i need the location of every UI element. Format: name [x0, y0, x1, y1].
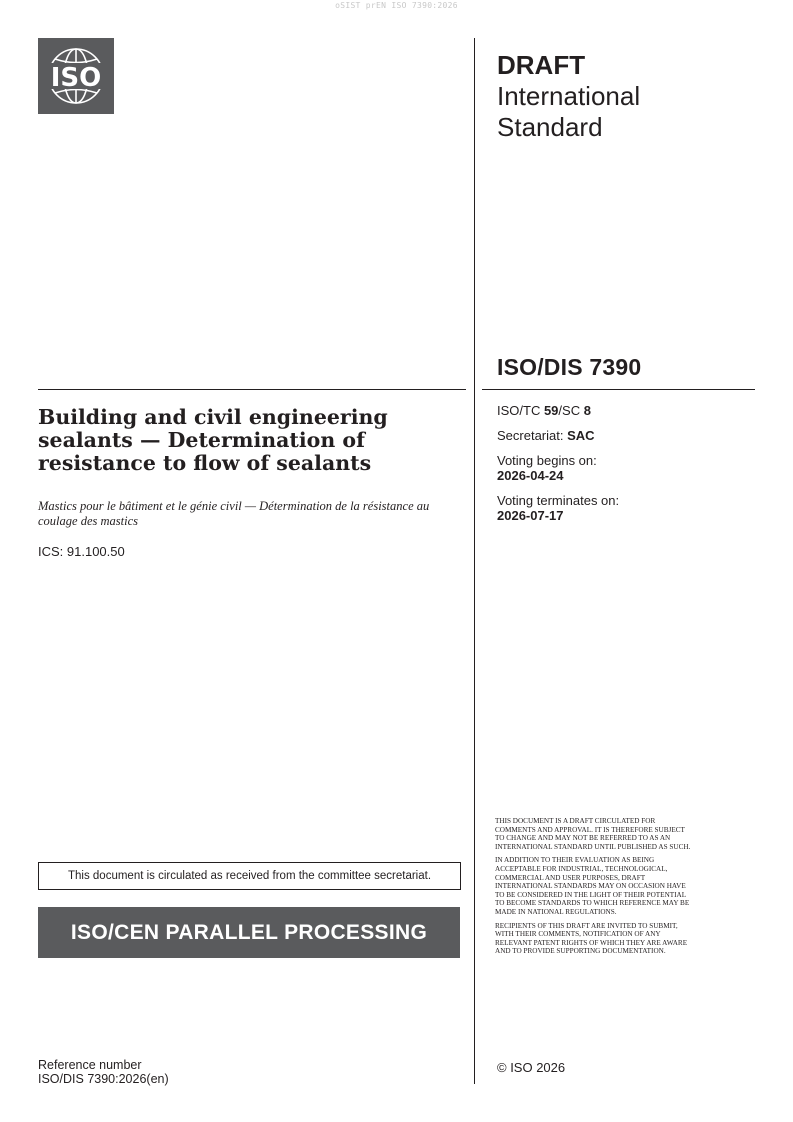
disclaimer-paragraph-1: THIS DOCUMENT IS A DRAFT CIRCULATED FOR COMMENTS AND APPROVAL. IT IS THEREFORE SUBJECT TO CHANGE AND MAY NOT BE REFERRED TO AS AN INTERNATIONAL STANDARD UNTIL PUBLISHED AS SUCH. [495, 817, 691, 851]
voting-begins-label: Voting begins on: [497, 453, 597, 468]
vertical-divider [474, 38, 475, 1084]
reference-number [38, 1059, 169, 1086]
disclaimer-paragraph-2: IN ADDITION TO THEIR EVALUATION AS BEING ACCEPTABLE FOR INDUSTRIAL, TECHNOLOGICAL, COMMERCIAL AND USER PURPOSES, DRAFT INTERNATIONAL STANDARDS MAY ON OCCASION HAVE TO BE CONSIDERED IN THE LIGHT OF THEIR POTENTIAL TO BECOME STANDARDS TO WHICH REFERENCE MAY BE MADE IN NATIONAL REGULATIONS. [495, 856, 690, 916]
document-metadata [497, 403, 747, 533]
committee [497, 403, 747, 418]
doc-type-line-2: International [497, 81, 641, 111]
reference-value: ISO/DIS 7390:2026(en) [38, 1071, 169, 1086]
reference-label: Reference number [38, 1058, 142, 1072]
iso-logo-text: ISO [50, 63, 102, 93]
sc-prefix: /SC [558, 403, 584, 418]
secretariat-value: SAC [567, 428, 595, 443]
tc-number: 59 [543, 403, 559, 418]
voting-begins-date: 2026-04-24 [497, 468, 564, 483]
horizontal-divider-left [38, 389, 466, 390]
title-english: Building and civil engineering sealants — Determination of resistance to flow of sealants [38, 405, 388, 475]
voting-terminates [497, 493, 747, 523]
secretariat [497, 428, 747, 443]
title-french: Mastics pour le bâtiment et le génie civil — Détermination de la résistance au coulage des mastics [38, 499, 430, 528]
document-number: ISO/DIS 7390 [497, 354, 642, 380]
disclaimer-paragraph-3: RECIPIENTS OF THIS DRAFT ARE INVITED TO SUBMIT, WITH THEIR COMMENTS, NOTIFICATION OF ANY RELEVANT PATENT RIGHTS OF WHICH THEY ARE AWARE AND TO PROVIDE SUPPORTING DOCUMENTATION. [495, 921, 688, 956]
iso-logo-icon [38, 38, 114, 114]
copyright: © ISO 2026 [497, 1060, 566, 1075]
parallel-processing-banner: ISO/CEN PARALLEL PROCESSING [38, 907, 460, 958]
watermark: oSIST prEN ISO 7390:2026 [335, 1, 458, 10]
doc-type-line-3: Standard [497, 112, 603, 142]
draft-disclaimer [495, 817, 695, 961]
doc-type-line-1: DRAFT [497, 50, 586, 80]
secretariat-label: Secretariat: [497, 428, 568, 443]
voting-ends-label: Voting terminates on: [497, 493, 620, 508]
voting-ends-date: 2026-07-17 [497, 508, 564, 523]
sc-number: 8 [583, 403, 591, 418]
ics-code: ICS: 91.100.50 [38, 544, 125, 559]
horizontal-divider-right [482, 389, 755, 390]
committee-prefix: ISO/TC [497, 403, 544, 418]
document-type [497, 50, 747, 143]
voting-begins [497, 453, 747, 483]
circulation-notice: This document is circulated as received from the committee secretariat. [38, 862, 461, 890]
